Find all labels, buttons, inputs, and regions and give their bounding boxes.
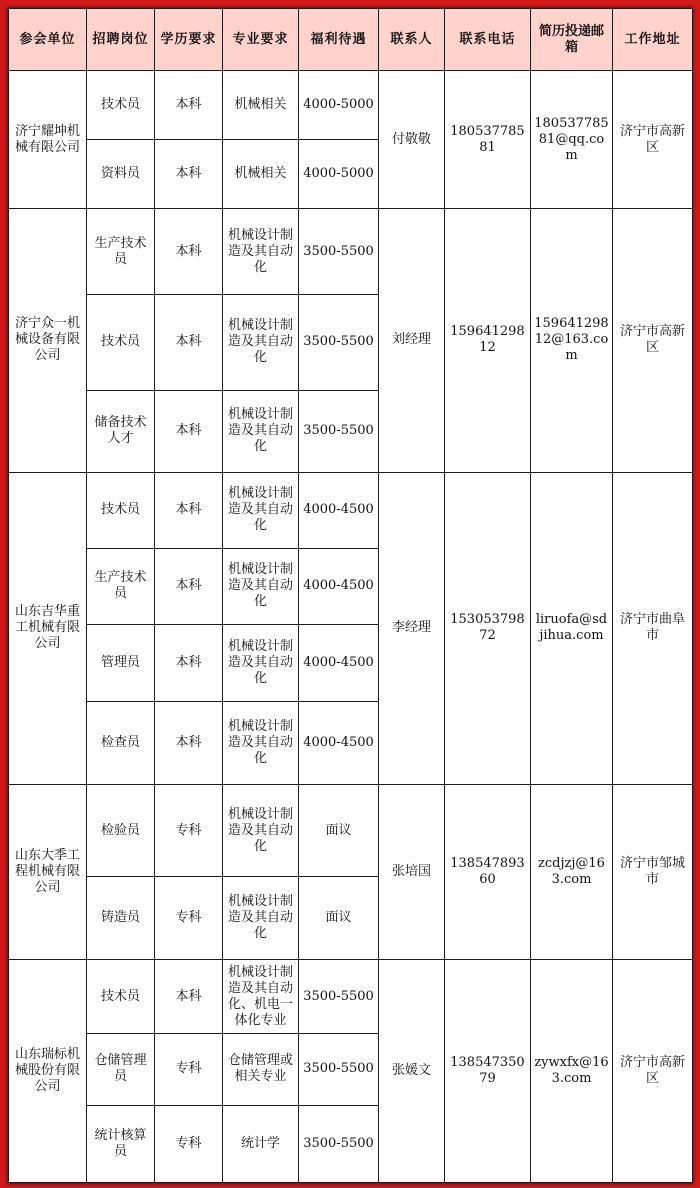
table-row xyxy=(9,960,693,1033)
position-cell: 储备技术人才 xyxy=(87,390,155,472)
major-cell: 机械设计制造及其自动化 xyxy=(223,877,299,960)
header-major: 专业要求 xyxy=(223,9,299,71)
header-position: 招聘岗位 xyxy=(87,9,155,71)
salary-cell: 3500-5500 xyxy=(299,1033,379,1105)
salary-cell: 4000-4500 xyxy=(299,702,379,785)
education-cell: 本科 xyxy=(155,624,223,701)
education-cell: 专科 xyxy=(155,1105,223,1182)
position-cell: 技术员 xyxy=(87,960,155,1033)
contact-cell: 付敬敬 xyxy=(379,71,445,209)
table-row xyxy=(9,472,693,548)
contact-cell: 张媛文 xyxy=(379,960,445,1183)
major-cell: 机械设计制造及其自动化 xyxy=(223,624,299,701)
position-cell: 生产技术员 xyxy=(87,548,155,624)
email-cell: liruofa@sdjihua.com xyxy=(531,472,613,785)
contact-cell: 张培国 xyxy=(379,785,445,960)
salary-cell: 3500-5500 xyxy=(299,295,379,390)
email-cell: zywxfx@163.com xyxy=(531,960,613,1183)
education-cell: 本科 xyxy=(155,209,223,295)
major-cell: 机械相关 xyxy=(223,71,299,140)
address-cell: 济宁市高新区 xyxy=(613,71,693,209)
major-cell: 机械设计制造及其自动化 xyxy=(223,785,299,877)
salary-cell: 3500-5500 xyxy=(299,209,379,295)
recruitment-table-frame xyxy=(8,8,692,1183)
position-cell: 技术员 xyxy=(87,295,155,390)
position-cell: 生产技术员 xyxy=(87,209,155,295)
education-cell: 本科 xyxy=(155,390,223,472)
phone-cell: 15305379872 xyxy=(445,472,531,785)
major-cell: 机械设计制造及其自动化 xyxy=(223,548,299,624)
education-cell: 本科 xyxy=(155,140,223,209)
education-cell: 本科 xyxy=(155,295,223,390)
recruitment-table xyxy=(8,8,693,1183)
major-cell: 统计学 xyxy=(223,1105,299,1182)
table-row xyxy=(9,785,693,877)
header-contact: 联系人 xyxy=(379,9,445,71)
position-cell: 技术员 xyxy=(87,71,155,140)
header-salary: 福利待遇 xyxy=(299,9,379,71)
phone-cell: 15964129812 xyxy=(445,209,531,472)
email-cell: zcdjzj@163.com xyxy=(531,785,613,960)
phone-cell: 13854789360 xyxy=(445,785,531,960)
education-cell: 本科 xyxy=(155,548,223,624)
position-cell: 管理员 xyxy=(87,624,155,701)
address-cell: 济宁市邹城市 xyxy=(613,785,693,960)
education-cell: 本科 xyxy=(155,472,223,548)
salary-cell: 4000-5000 xyxy=(299,71,379,140)
major-cell: 机械设计制造及其自动化 xyxy=(223,209,299,295)
major-cell: 机械设计制造及其自动化 xyxy=(223,702,299,785)
salary-cell: 面议 xyxy=(299,877,379,960)
education-cell: 专科 xyxy=(155,1033,223,1105)
table-row xyxy=(9,71,693,140)
position-cell: 资料员 xyxy=(87,140,155,209)
major-cell: 机械设计制造及其自动化 xyxy=(223,472,299,548)
major-cell: 机械相关 xyxy=(223,140,299,209)
major-cell: 机械设计制造及其自动化、机电一体化专业 xyxy=(223,960,299,1033)
position-cell: 检查员 xyxy=(87,702,155,785)
phone-cell: 18053778581 xyxy=(445,71,531,209)
major-cell: 仓储管理或相关专业 xyxy=(223,1033,299,1105)
position-cell: 技术员 xyxy=(87,472,155,548)
salary-cell: 3500-5500 xyxy=(299,960,379,1033)
address-cell: 济宁市高新区 xyxy=(613,960,693,1183)
salary-cell: 4000-4500 xyxy=(299,624,379,701)
company-name-cell: 山东瑞标机械股份有限公司 xyxy=(9,960,87,1183)
header-phone: 联系电话 xyxy=(445,9,531,71)
header-company: 参会单位 xyxy=(9,9,87,71)
company-name-cell: 济宁耀坤机械有限公司 xyxy=(9,71,87,209)
phone-cell: 13854735079 xyxy=(445,960,531,1183)
company-name-cell: 山东吉华重工机械有限公司 xyxy=(9,472,87,785)
header-address: 工作地址 xyxy=(613,9,693,71)
position-cell: 仓储管理员 xyxy=(87,1033,155,1105)
salary-cell: 4000-4500 xyxy=(299,472,379,548)
header-email: 简历投递邮箱 xyxy=(531,9,613,71)
company-name-cell: 山东大季工程机械有限公司 xyxy=(9,785,87,960)
education-cell: 专科 xyxy=(155,877,223,960)
position-cell: 统计核算员 xyxy=(87,1105,155,1182)
position-cell: 检验员 xyxy=(87,785,155,877)
major-cell: 机械设计制造及其自动化 xyxy=(223,295,299,390)
email-cell: 15964129812@163.com xyxy=(531,209,613,472)
salary-cell: 3500-5500 xyxy=(299,1105,379,1182)
education-cell: 本科 xyxy=(155,702,223,785)
education-cell: 本科 xyxy=(155,71,223,140)
email-cell: 18053778581@qq.com xyxy=(531,71,613,209)
education-cell: 专科 xyxy=(155,785,223,877)
salary-cell: 4000-4500 xyxy=(299,548,379,624)
contact-cell: 刘经理 xyxy=(379,209,445,472)
address-cell: 济宁市曲阜市 xyxy=(613,472,693,785)
position-cell: 铸造员 xyxy=(87,877,155,960)
header-row xyxy=(9,9,693,71)
major-cell: 机械设计制造及其自动化 xyxy=(223,390,299,472)
company-name-cell: 济宁众一机械设备有限公司 xyxy=(9,209,87,472)
contact-cell: 李经理 xyxy=(379,472,445,785)
table-row xyxy=(9,209,693,295)
salary-cell: 4000-5000 xyxy=(299,140,379,209)
salary-cell: 3500-5500 xyxy=(299,390,379,472)
salary-cell: 面议 xyxy=(299,785,379,877)
address-cell: 济宁市高新区 xyxy=(613,209,693,472)
header-education: 学历要求 xyxy=(155,9,223,71)
education-cell: 本科 xyxy=(155,960,223,1033)
